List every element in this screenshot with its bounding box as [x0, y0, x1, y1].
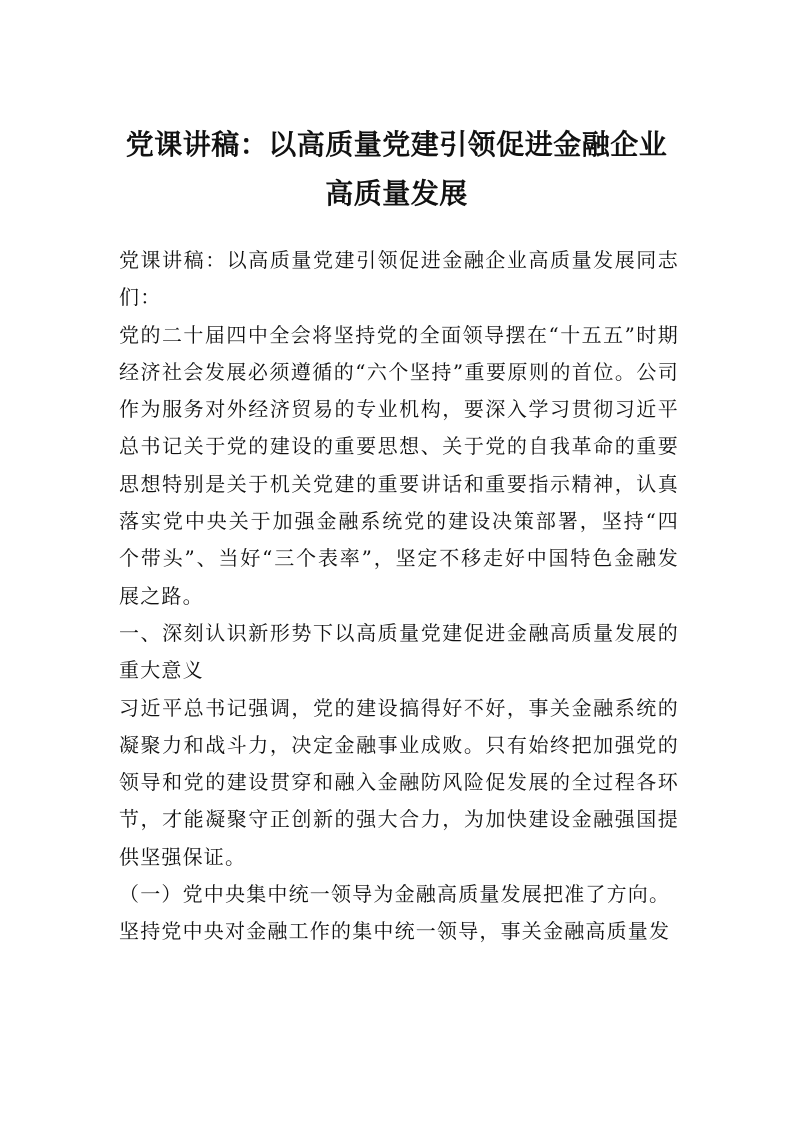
paragraph-subsection-1: 坚持党中央对金融工作的集中统一领导，事关金融高质量发: [119, 919, 671, 944]
document-body: [119, 242, 679, 951]
paragraph-greeting: 党课讲稿：以高质量党建引领促进金融企业高质量发展同志们：: [119, 248, 679, 310]
paragraph-section-1: 习近平总书记强调，党的建设搞得好不好，事关金融系统的凝聚力和战斗力，决定金融事业成败。只有始终把加强党的领导和党的建设贯穿和融入金融防风险促发展的全过程各环节，才能凝聚守正创新的强大合力，为加快建设金融强国提供坚强保证。: [119, 695, 679, 869]
document-title: [100, 120, 693, 218]
section-heading-1: 一、深刻认识新形势下以高质量党建促进金融高质量发展的重大意义: [119, 620, 679, 683]
paragraph-intro: 党的二十届四中全会将坚持党的全面领导摆在“十五五”时期经济社会发展必须遵循的“六个坚持”重要原则的首位。公司作为服务对外经济贸易的专业机构，要深入学习贯彻习近平总书记关于党的建设的重要思想、关于党的自我革命的重要思想特别是关于机关党建的重要讲话和重要指示精神，认真落实党中央关于加强金融系统党的建设决策部署，坚持“四个带头”、当好“三个表率”，坚定不移走好中国特色金融发展之路。: [119, 322, 679, 608]
subsection-heading-1: （一）党中央集中统一领导为金融高质量发展把准了方向。: [119, 882, 671, 907]
title-line-1: 党课讲稿：以高质量党建引领促进金融企业: [125, 128, 668, 161]
title-line-2: 高质量发展: [325, 177, 468, 210]
